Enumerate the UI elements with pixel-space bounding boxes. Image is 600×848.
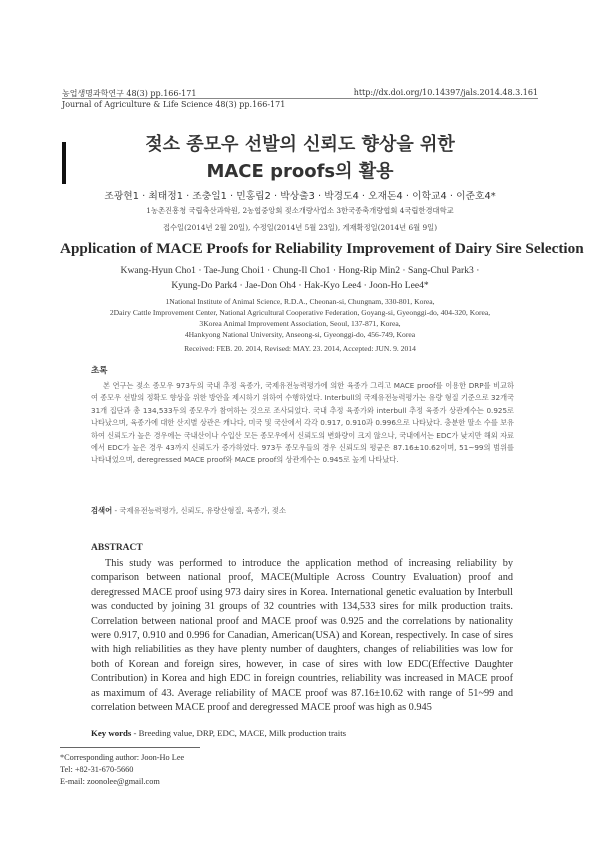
email[interactable]: E-mail: zoonolee@gmail.com bbox=[60, 777, 160, 786]
journal-header-en: Journal of Agriculture & Life Science 48(3) pp.166-171 bbox=[62, 100, 286, 109]
journal-header-kr: 농업생명과학연구 48(3) pp.166-171 bbox=[62, 89, 197, 98]
abstract-english-heading: ABSTRACT bbox=[91, 543, 143, 553]
authors-korean: 조광현1 · 최태정1 · 조충일1 · 민홍립2 · 박상출3 · 박경도4 · 오재돈4 · 이학교4 · 이준호4* bbox=[104, 191, 496, 202]
authors-english-line2: Kyung-Do Park4 · Jae-Don Oh4 · Hak-Kyo Lee4 · Joon-Ho Lee4* bbox=[171, 280, 429, 291]
title-english: Application of MACE Proofs for Reliability Improvement of Dairy Sire Selection bbox=[60, 240, 584, 257]
abstract-korean-text: 본 연구는 젖소 종모우 973두의 국내 추정 육종가, 국제유전능력평가에 의한 육종가 그리고 MACE proof를 이용한 DRP를 비교하여 종모우 선발의 정확도 향상을 위한 방안을 제시하기 위하여 수행하였다. Interbull의 국제유전능력평가는 유량 형질 기준으로 32개국 31개 집단과 총 134,533두의 종모우가 참여하는 것으로 조사되었다. 국내 추정 육종가와 interbull 추정 육종가 상관계수는 0.925로 나타났으며, 육종가에 대한 산지별 상관은 캐나다, 미국 및 국산에서 각각 0.917, 0.910과 0.996으로 나타났다. 충분한 딸소 수를 보유하여 신뢰도가 높은 경우에는 국내산이나 수입산 모든 종모우에서 신뢰도의 변화량이 크지 않으나, 국내에서는 EDC가 낮지만 해외 자료에서 EDC가 높은 경우 43까지 신뢰도가 증가하였다. 973두 종모우들의 경우 신뢰도의 평균은 87.16±10.62이며, 51~99의 범위를 나타내었으며, deregressed MACE proof와 MACE proof의 상관계수는 0.945로 높게 나타났다. bbox=[91, 381, 514, 465]
affiliation-1: 1National Institute of Animal Science, R.D.A., Cheonan-si, Chungnam, 330-801, Korea, bbox=[165, 297, 435, 306]
affiliation-2: 2Dairy Cattle Improvement Center, National Agricultural Cooperative Federation, Goyang-si, Gyeonggi-do, 404-320, Korea, bbox=[109, 308, 491, 317]
dates-english: Received: FEB. 20. 2014, Revised: MAY. 23. 2014, Accepted: JUN. 9. 2014 bbox=[184, 344, 416, 353]
keywords-english bbox=[91, 728, 346, 738]
affiliation-3: 3Korea Animal Improvement Association, Seoul, 137-871, Korea, bbox=[199, 319, 401, 328]
header-rule bbox=[62, 98, 538, 99]
title-korean-line1: 젖소 종모우 선발의 신뢰도 향상을 위한 bbox=[145, 134, 455, 155]
abstract-english-body bbox=[91, 557, 513, 715]
keywords-english-text: - Breeding value, DRP, EDC, MACE, Milk production traits bbox=[133, 728, 347, 738]
abstract-english-text: This study was performed to introduce the application method of increasing reliability by comparison between national proof, MACE(Multiple Across Country Evaluation) proof and deregressed MACE proof using 973 dairy sires in Korea. International genetic evaluation by Interbull was conducted by joining 31 groups of 32 countries with 134,533 sires for milk production traits. Correlation between national proof and MACE proof was 0.925 and the correlations by nationality were 0.917, 0.910 and 0.996 for Canadian, American(USA) and Korean, respectively. In case of sires with high reliabilities as they have plenty number of daughters, changes of reliabilities was low for both of Korean and foreign sires, however, in case of sires with low EDC(Effective Daughter Contribution) in Korea and high EDC in foreign countries, reliability was increased in MACE proof as maximum of 43. Average reliability of MACE proof was 87.16±10.62 with range of 51~99 and correlation between MACE proof and deregressed MACE proof was high as 0.945 bbox=[91, 558, 513, 714]
affiliations-korean: 1농촌진흥청 국립축산과학원, 2농협중앙회 젖소개량사업소 3한국종축개량협회 4국립한경대학교 bbox=[146, 206, 454, 215]
keywords-korean bbox=[91, 506, 286, 516]
abstract-korean-body bbox=[91, 380, 514, 467]
telephone: Tel: +82-31-670-5660 bbox=[60, 765, 134, 774]
keywords-english-label: Key words bbox=[91, 728, 132, 738]
keywords-korean-label: 검색어 bbox=[91, 506, 113, 515]
affiliation-4: 4Hankyong National University, Anseong-si, Gyeonggi-do, 456-749, Korea bbox=[184, 330, 416, 339]
footnote-rule bbox=[60, 747, 200, 748]
authors-english-line1: Kwang-Hyun Cho1 · Tae-Jung Choi1 · Chung-Il Cho1 · Hong-Rip Min2 · Sang-Chul Park3 · bbox=[120, 265, 480, 276]
footnote bbox=[60, 752, 184, 788]
keywords-korean-text: - 국제유전능력평가, 신뢰도, 유량산형질, 육종가, 젖소 bbox=[114, 506, 287, 515]
doi-link[interactable]: http://dx.doi.org/10.14397/jals.2014.48.3.161 bbox=[353, 88, 538, 97]
corresponding-author: *Corresponding author: Joon-Ho Lee bbox=[60, 753, 185, 762]
dates-korean: 접수일(2014년 2월 20일), 수정일(2014년 5월 23일), 게재확정일(2014년 6월 9일) bbox=[162, 223, 438, 232]
title-korean-line2: MACE proofs의 활용 bbox=[206, 161, 394, 182]
abstract-korean-heading: 초록 bbox=[91, 366, 108, 376]
